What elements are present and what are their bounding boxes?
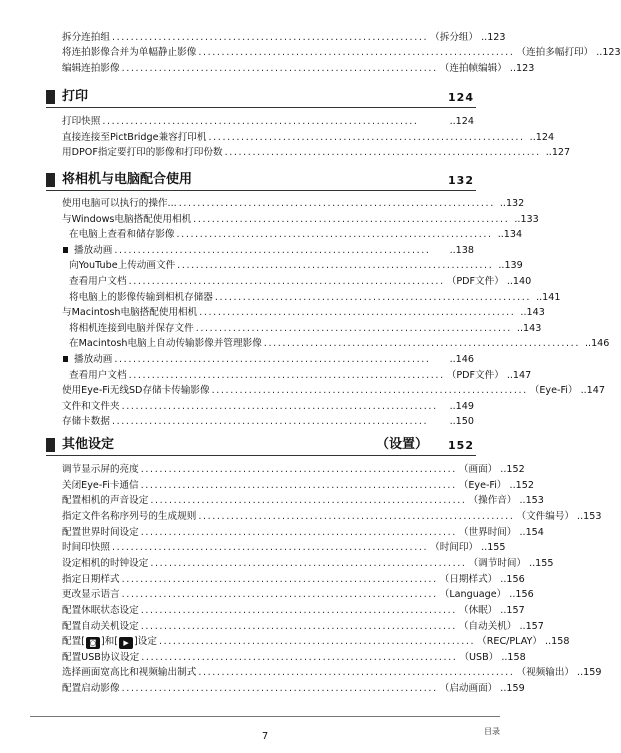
section-underline: [46, 107, 476, 108]
section-marker-icon: [46, 173, 55, 187]
leader-dots: ....................................................................: [121, 574, 438, 585]
entry-page-number: ..123: [596, 47, 621, 58]
entry-title: 打印快照: [62, 116, 101, 127]
entry-title: 时间印快照: [62, 542, 110, 553]
bullet-square-icon: [63, 356, 68, 362]
entry-title: 指定文件名称序列号的生成规则: [62, 511, 197, 522]
entry-title: 播放动画: [74, 245, 113, 256]
entry-title: 配置休眠状态设定: [62, 605, 139, 616]
leader-dots: ....................................................................: [193, 214, 510, 225]
leader-dots: ....................................................................: [114, 354, 431, 365]
entry-page-number: ..143: [516, 323, 542, 334]
entry-setting-tag: （REC/PLAY）: [477, 636, 543, 647]
entry-title: 配置世界时间设定: [62, 527, 139, 538]
page-number: 7: [261, 731, 269, 742]
entry-title: 直接连接至PictBridge兼容打印机: [62, 132, 207, 143]
entry-page-number: ..153: [577, 511, 602, 522]
entry-page-number: ..124: [449, 116, 474, 127]
entry-setting-tag: （调节时间）: [468, 558, 527, 569]
bullet-square-icon: [63, 247, 68, 253]
entry-title: 编辑连拍影像: [62, 63, 120, 74]
leader-dots: ....................................................................: [128, 276, 445, 287]
entry-setting-tag: （PDF文件）: [446, 276, 504, 287]
entry-setting-tag: （操作音）: [468, 495, 517, 506]
entry-setting-tag: （画面）: [458, 464, 498, 475]
entry-title: 查看用户文档: [69, 370, 127, 381]
section-page-number: 124: [448, 91, 474, 104]
leader-dots: ....................................................................: [111, 416, 429, 427]
entry-setting-tag: （视频输出）: [516, 667, 575, 678]
entry-title: 配置启动影像: [62, 683, 120, 694]
toc-entry[interactable]: [62, 494, 544, 508]
entry-setting-tag: （USB）: [459, 652, 499, 663]
entry-setting-tag: （PDF文件）: [446, 370, 504, 381]
entry-title: 将连拍影像合并为单幅静止影像: [62, 47, 197, 58]
toc-entry[interactable]: [62, 463, 525, 477]
toc-entry[interactable]: [62, 526, 544, 540]
entry-title: 选择画面宽高比和视频输出制式: [62, 667, 197, 678]
toc-entry[interactable]: [62, 479, 534, 493]
entry-page-number: ..139: [498, 260, 523, 271]
entry-page-number: ..140: [506, 276, 532, 287]
entry-setting-tag: （时间印）: [430, 542, 479, 553]
leader-dots: ....................................................................: [214, 292, 532, 303]
toc-entry[interactable]: [62, 510, 602, 524]
toc-entry[interactable]: [62, 573, 525, 587]
toc-entry[interactable]: [62, 541, 506, 555]
entry-page-number: ..152: [509, 480, 534, 491]
entry-title: 在电脑上查看和储存影像: [69, 229, 175, 240]
entry-title: 指定日期样式: [62, 574, 120, 585]
entry-page-number: ..157: [519, 621, 544, 632]
leader-dots: ....................................................................: [208, 132, 525, 143]
entry-page-number: ..134: [497, 229, 523, 240]
entry-title: 将电脑上的影像传输到相机存储器: [69, 292, 213, 303]
toc-entry[interactable]: [62, 384, 605, 398]
entry-page-number: ..143: [520, 307, 545, 318]
section-header: [46, 88, 476, 108]
leader-dots: ....................................................................: [111, 542, 429, 553]
toc-entry[interactable]: [62, 635, 570, 649]
section-underline: [46, 190, 476, 191]
leader-dots: ....................................................................: [140, 527, 457, 538]
entry-page-number: ..158: [501, 652, 526, 663]
entry-page-number: ..149: [449, 401, 474, 412]
section-marker-icon: [46, 438, 55, 452]
section-setting-tag: （设置）: [375, 437, 428, 452]
toc-subentry[interactable]: [62, 275, 532, 289]
section-title: 打印: [62, 89, 89, 104]
entry-page-number: ..123: [481, 32, 506, 43]
entry-page-number: ..133: [514, 214, 539, 225]
entry-page-number: ..158: [545, 636, 570, 647]
section-page-number: 132: [448, 174, 474, 187]
entry-title: 在Macintosh电脑上自动传输影像并管理影像: [69, 338, 262, 349]
toc-entry[interactable]: [62, 415, 474, 429]
camera-icon: ◙: [86, 637, 100, 649]
entry-page-number: ..155: [529, 558, 554, 569]
toc-subentry[interactable]: [62, 244, 474, 258]
entry-title: 配置USB协议设定: [62, 652, 140, 663]
leader-dots: ....................................................................: [140, 605, 457, 616]
section-marker-icon: [46, 90, 55, 104]
toc-entry[interactable]: [62, 62, 535, 76]
entry-setting-tag: （日期样式）: [439, 574, 498, 585]
toc-subentry[interactable]: [62, 369, 532, 383]
leader-dots: ....................................................................: [121, 589, 438, 600]
entry-page-number: ..123: [509, 63, 535, 74]
entry-setting-tag: （世界时间）: [458, 527, 517, 538]
toc-entry[interactable]: [62, 666, 602, 680]
leader-dots: ....................................................................: [224, 147, 541, 158]
footer-divider: [30, 716, 500, 717]
entry-setting-tag: （Eye-Fi）: [458, 480, 507, 491]
entry-page-number: ..155: [481, 542, 506, 553]
entry-title: 与Windows电脑搭配使用相机: [62, 214, 192, 225]
entry-title: 向YouTube上传动画文件: [69, 260, 176, 271]
toc-entry[interactable]: [62, 588, 534, 602]
entry-page-number: ..138: [449, 245, 474, 256]
entry-page-number: ..154: [519, 527, 544, 538]
entry-setting-tag: （连拍多幅打印）: [516, 47, 594, 58]
leader-dots: ....................................................................: [263, 338, 580, 349]
entry-title: 配置自动关机设定: [62, 621, 139, 632]
entry-setting-tag: （启动画面）: [439, 683, 498, 694]
entry-setting-tag: （拆分组）: [430, 32, 479, 43]
entry-page-number: ..132: [499, 198, 525, 209]
entry-title: 与Macintosh电脑搭配使用相机: [62, 307, 198, 318]
entry-setting-tag: （Eye-Fi）: [529, 385, 578, 396]
entry-title: 配置相机的声音设定: [62, 495, 149, 506]
toc-subentry[interactable]: [62, 291, 561, 305]
entry-page-number: ..156: [500, 574, 525, 585]
leader-dots: ....................................................................: [176, 229, 493, 240]
section-header: [46, 171, 476, 191]
leader-dots: ....................................................................: [128, 370, 445, 381]
leader-dots: ....................................................................: [199, 307, 516, 318]
leader-dots: ....................................................................: [140, 480, 457, 491]
entry-title: 更改显示语言: [62, 589, 120, 600]
entry-setting-tag: （Language）: [439, 589, 507, 600]
entry-page-number: ..159: [577, 667, 602, 678]
entry-page-number: ..156: [509, 589, 534, 600]
entry-title: 使用Eye-Fi无线SD存储卡传输影像: [62, 385, 210, 396]
leader-dots: ....................................................................: [178, 198, 495, 209]
toc-entry[interactable]: [62, 651, 526, 665]
entry-title: 用DPOF指定要打印的影像和打印份数: [62, 147, 223, 158]
section-title: 将相机与电脑配合使用: [62, 172, 193, 187]
leader-dots: ....................................................................: [111, 32, 429, 43]
toc-subentry[interactable]: [62, 228, 523, 242]
toc-subentry[interactable]: [62, 353, 474, 367]
entry-title: 关闭Eye-Fi卡通信: [62, 480, 139, 491]
toc-entry[interactable]: [62, 557, 554, 571]
toc-entry[interactable]: [62, 213, 539, 227]
entry-setting-tag: （连拍帧编辑）: [439, 63, 507, 74]
leader-dots: ....................................................................: [114, 245, 431, 256]
toc-entry[interactable]: [62, 306, 545, 320]
entry-title: 播放动画: [74, 354, 113, 365]
entry-title-part: 配置[: [62, 636, 85, 647]
entry-title: 拆分连拍组: [62, 32, 110, 43]
leader-dots: ....................................................................: [140, 621, 457, 632]
toc-subentry[interactable]: [62, 259, 523, 273]
toc-entry[interactable]: [62, 115, 474, 129]
leader-dots: ....................................................................: [198, 47, 515, 58]
entry-page-number: ..146: [584, 338, 610, 349]
section-underline: [46, 455, 476, 456]
toc-entry[interactable]: [62, 131, 555, 145]
entry-setting-tag: （自动关机）: [458, 621, 517, 632]
entry-title: [62, 635, 157, 649]
leader-dots: ....................................................................: [211, 385, 528, 396]
toc-entry[interactable]: [62, 197, 525, 211]
entry-page-number: ..127: [545, 147, 571, 158]
entry-setting-tag: （文件编号）: [516, 511, 575, 522]
toc-entry[interactable]: [62, 400, 474, 414]
toc-entry[interactable]: [62, 46, 621, 60]
entry-page-number: ..124: [529, 132, 555, 143]
play-icon: ▶: [119, 637, 133, 649]
section-page-number: 152: [448, 439, 474, 452]
toc-subentry[interactable]: [62, 322, 542, 336]
entry-page-number: ..153: [519, 495, 544, 506]
entry-page-number: ..152: [500, 464, 525, 475]
leader-dots: ....................................................................: [158, 636, 476, 647]
toc-entry[interactable]: [62, 146, 571, 160]
entry-page-number: ..150: [449, 416, 474, 427]
toc-entry[interactable]: [62, 31, 506, 45]
leader-dots: ....................................................................: [121, 63, 438, 74]
leader-dots: ....................................................................: [198, 511, 515, 522]
entry-title-part: ]和[: [100, 636, 119, 647]
entry-title: 使用电脑可以执行的操作...: [62, 198, 177, 209]
leader-dots: ....................................................................: [198, 667, 515, 678]
toc-entry[interactable]: [62, 682, 525, 696]
toc-entry[interactable]: [62, 604, 525, 618]
section-title: 其他设定: [62, 437, 115, 452]
entry-page-number: ..146: [449, 354, 474, 365]
toc-subentry[interactable]: [62, 337, 610, 351]
leader-dots: ....................................................................: [150, 558, 467, 569]
entry-page-number: ..147: [506, 370, 532, 381]
entry-page-number: ..159: [500, 683, 525, 694]
entry-page-number: ..157: [500, 605, 525, 616]
entry-page-number: ..141: [536, 292, 561, 303]
leader-dots: ....................................................................: [102, 116, 419, 127]
leader-dots: ....................................................................: [177, 260, 494, 271]
section-header: [46, 436, 476, 456]
toc-entry[interactable]: [62, 620, 544, 634]
leader-dots: ....................................................................: [195, 323, 512, 334]
entry-title: 文件和文件夹: [62, 401, 120, 412]
leader-dots: ....................................................................: [150, 495, 467, 506]
leader-dots: ....................................................................: [121, 683, 438, 694]
leader-dots: ....................................................................: [140, 464, 457, 475]
entry-title-part: ]设定: [134, 636, 157, 647]
leader-dots: ....................................................................: [121, 401, 438, 412]
leader-dots: ....................................................................: [141, 652, 458, 663]
entry-title: 查看用户文档: [69, 276, 127, 287]
entry-title: 将相机连接到电脑并保存文件: [69, 323, 194, 334]
entry-title: 存储卡数据: [62, 416, 110, 427]
entry-title: 设定相机的时钟设定: [62, 558, 149, 569]
entry-setting-tag: （休眠）: [458, 605, 498, 616]
entry-title: 调节显示屏的亮度: [62, 464, 139, 475]
entry-page-number: ..147: [580, 385, 605, 396]
toc-link[interactable]: 目录: [484, 727, 500, 736]
